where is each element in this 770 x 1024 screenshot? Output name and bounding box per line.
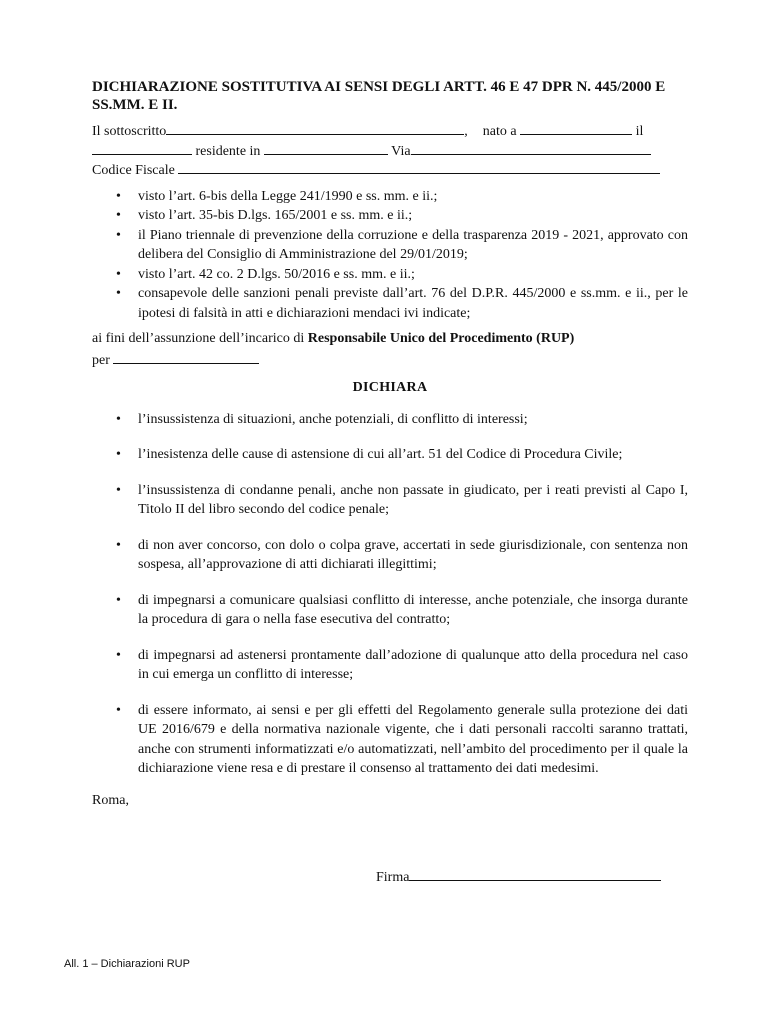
premises-list [92,187,688,324]
list-item: • di essere informato, ai sensi e per gli effetti del Regolamento generale sulla protezione dei dati UE 2016/679 e della normativa nazionale vigente, che i dati personali raccolti saranno trattati, anche con strumenti informatizzati e/o automatizzati, nell’ambito del procedimento per il quale la dichiarazione viene resa e di prestare il consenso al trattamento dei dati medesimi. [92,701,688,779]
header-line-1 [92,120,688,140]
list-item: • di impegnarsi ad astenersi prontamente dall’adozione di qualunque atto della procedura nel caso in cui emerga un conflitto di interesse; [92,646,688,685]
per-label: per [92,352,110,368]
il-blank[interactable] [92,140,192,155]
codice-fiscale-blank[interactable] [178,159,660,174]
residente-label: residente in [195,143,261,159]
per-blank[interactable] [113,349,259,364]
purpose-role: Responsabile Unico del Procedimento (RUP) [307,331,575,346]
list-item: • visto l’art. 42 co. 2 D.lgs. 50/2016 e ss. mm. e ii.; [92,265,688,285]
list-item: • visto l’art. 6-bis della Legge 241/1990 e ss. mm. e ii.; [92,187,688,207]
sottoscritto-label: Il sottoscritto [92,124,167,139]
page-footer: All. 1 – Dichiarazioni RUP [64,958,190,970]
place-label: Roma, [92,792,129,808]
purpose-prefix: ai fini dell’assunzione dell’incarico di [92,331,305,346]
list-item: • l’insussistenza di condanne penali, anche non passate in giudicato, per i reati previsti al Capo I, Titolo II del libro secondo del codice penale; [92,481,688,520]
document-title: DICHIARAZIONE SOSTITUTIVA AI SENSI DEGLI ARTT. 46 E 47 DPR N. 445/2000 E SS.MM. E II. [92,79,666,113]
codice-fiscale-label: Codice Fiscale [92,163,175,178]
via-label: Via [391,143,411,159]
purpose-per-line [92,349,688,369]
comma-label: , [464,124,468,139]
header-line-2 [92,140,688,160]
list-item: • l’inesistenza delle cause di astensione di cui all’art. 51 del Codice di Procedura Civile; [92,445,688,465]
signature-blank[interactable] [409,866,661,881]
list-item: • visto l’art. 35-bis D.lgs. 165/2001 e ss. mm. e ii.; [92,206,688,226]
list-item: • consapevole delle sanzioni penali previste dall’art. 76 del D.P.R. 445/2000 e ss.mm. e ii., per le ipotesi di falsità in atti e dichiarazioni mendaci ivi indicate; [92,284,688,323]
sottoscritto-blank[interactable] [166,120,464,135]
dichiara-heading: DICHIARA [352,380,428,395]
purpose-line [92,329,688,349]
nato-a-label: nato a [482,124,517,139]
list-item: • di impegnarsi a comunicare qualsiasi conflitto di interesse, anche potenziale, che insorga durante la procedura di gara o nella fase esecutiva del contratto; [92,591,688,630]
list-item: • il Piano triennale di prevenzione della corruzione e della trasparenza 2019 - 2021, approvato con delibera del Consiglio di Amministrazione del 29/01/2019; [92,226,688,265]
declarations-list [92,410,688,779]
nato-a-blank[interactable] [520,120,632,135]
residente-blank[interactable] [264,140,388,155]
signature-label: Firma [376,870,410,885]
via-blank[interactable] [411,140,651,155]
signature-line [376,866,661,886]
list-item: • di non aver concorso, con dolo o colpa grave, accertati in sede giurisdizionale, con sentenza non sospesa, all’approvazione di atti dichiarati illegittimi; [92,536,688,575]
list-item: • l’insussistenza di situazioni, anche potenziali, di conflitto di interessi; [92,410,688,430]
il-label: il [635,124,644,139]
header-line-3 [92,159,688,179]
document-body [92,78,688,810]
